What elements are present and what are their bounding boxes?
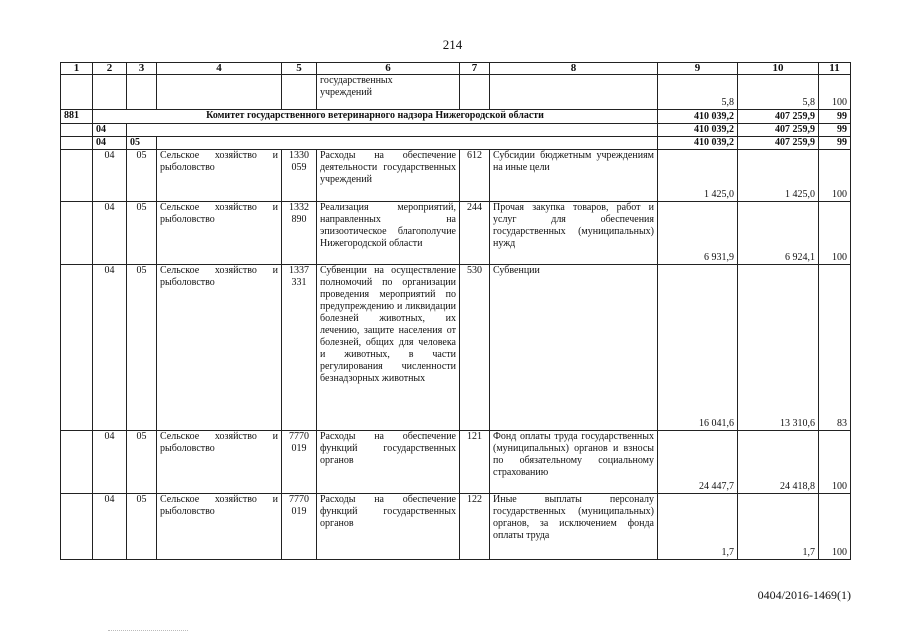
header-col-7: 7 bbox=[460, 63, 490, 75]
target-article-code: 1330 059 bbox=[282, 150, 317, 202]
table-row bbox=[61, 137, 851, 150]
department-title: Комитет государственного ветеринарного надзора Нижегородской области bbox=[93, 110, 658, 124]
actual-amount: 407 259,9 bbox=[738, 110, 819, 124]
section-code: 04 bbox=[93, 150, 127, 202]
section-name: Сельское хозяйство и рыболовство bbox=[157, 265, 282, 431]
actual-amount: 24 418,8 bbox=[738, 431, 819, 494]
header-col-1: 1 bbox=[61, 63, 93, 75]
section-code: 04 bbox=[93, 137, 127, 150]
table-row bbox=[61, 124, 851, 137]
execution-percent: 99 bbox=[819, 137, 851, 150]
expense-description: Субвенции на осуществление полномочий по организации проведения мероприятий по предупреждению и ликвидации болезней животных, их лечению, защите населения от болезней, общих для человека и животных, в части регулирования численности безнадзорных животных bbox=[317, 265, 460, 431]
header-col-6: 6 bbox=[317, 63, 460, 75]
target-article-code: 7770 019 bbox=[282, 494, 317, 560]
subsection-code: 05 bbox=[127, 431, 157, 494]
actual-amount: 407 259,9 bbox=[738, 137, 819, 150]
actual-amount: 5,8 bbox=[738, 75, 819, 110]
table-row bbox=[61, 431, 851, 494]
budget-table bbox=[60, 62, 851, 560]
subsection-code: 05 bbox=[127, 150, 157, 202]
planned-amount: 410 039,2 bbox=[658, 110, 738, 124]
planned-amount: 1,7 bbox=[658, 494, 738, 560]
header-col-3: 3 bbox=[127, 63, 157, 75]
execution-percent: 100 bbox=[819, 431, 851, 494]
table-row bbox=[61, 202, 851, 265]
section-name: Сельское хозяйство и рыболовство bbox=[157, 431, 282, 494]
header-col-9: 9 bbox=[658, 63, 738, 75]
subsection-code: 05 bbox=[127, 137, 157, 150]
execution-percent: 99 bbox=[819, 124, 851, 137]
header-col-8: 8 bbox=[490, 63, 658, 75]
actual-amount: 1 425,0 bbox=[738, 150, 819, 202]
actual-amount: 13 310,6 bbox=[738, 265, 819, 431]
table-row bbox=[61, 75, 851, 110]
expense-description: Реализация мероприятий, направленных на эпизоотическое благополучие Нижегородской области bbox=[317, 202, 460, 265]
document-code: 0404/2016-1469(1) bbox=[757, 588, 851, 602]
section-code: 04 bbox=[93, 494, 127, 560]
table-row bbox=[61, 265, 851, 431]
expense-type-code: 530 bbox=[460, 265, 490, 431]
expense-type-code: 612 bbox=[460, 150, 490, 202]
subsection-code: 05 bbox=[127, 494, 157, 560]
section-name: Сельское хозяйство и рыболовство bbox=[157, 494, 282, 560]
execution-percent: 100 bbox=[819, 494, 851, 560]
section-code: 04 bbox=[93, 202, 127, 265]
expense-type-code: 244 bbox=[460, 202, 490, 265]
section-name: Сельское хозяйство и рыболовство bbox=[157, 150, 282, 202]
header-col-5: 5 bbox=[282, 63, 317, 75]
section-name: Сельское хозяйство и рыболовство bbox=[157, 202, 282, 265]
planned-amount: 16 041,6 bbox=[658, 265, 738, 431]
table-row bbox=[61, 150, 851, 202]
section-code: 04 bbox=[93, 265, 127, 431]
expense-type-name: Фонд оплаты труда государственных (муниципальных) органов и взносы по обязательному социальному страхованию bbox=[490, 431, 658, 494]
expense-description: Расходы на обеспечение деятельности государственных учреждений bbox=[317, 150, 460, 202]
planned-amount: 6 931,9 bbox=[658, 202, 738, 265]
scan-artifact-line bbox=[108, 630, 188, 634]
section-code: 04 bbox=[93, 124, 127, 137]
expense-type-name: Иные выплаты персоналу государственных (муниципальных) органов, за исключением фонда оплаты труда bbox=[490, 494, 658, 560]
actual-amount: 1,7 bbox=[738, 494, 819, 560]
execution-percent: 100 bbox=[819, 202, 851, 265]
planned-amount: 410 039,2 bbox=[658, 137, 738, 150]
table-row bbox=[61, 494, 851, 560]
subsection-code: 05 bbox=[127, 202, 157, 265]
execution-percent: 100 bbox=[819, 75, 851, 110]
expense-type-name: Субвенции bbox=[490, 265, 658, 431]
header-col-4: 4 bbox=[157, 63, 282, 75]
actual-amount: 407 259,9 bbox=[738, 124, 819, 137]
subsection-code: 05 bbox=[127, 265, 157, 431]
page-number: 214 bbox=[442, 37, 463, 52]
header-col-11: 11 bbox=[819, 63, 851, 75]
actual-amount: 6 924,1 bbox=[738, 202, 819, 265]
execution-percent: 100 bbox=[819, 150, 851, 202]
expense-description: Расходы на обеспечение функций государственных органов bbox=[317, 494, 460, 560]
header-row bbox=[61, 63, 851, 75]
department-code: 881 bbox=[61, 110, 93, 124]
expense-description: государственных учреждений bbox=[317, 75, 460, 110]
expense-type-name: Прочая закупка товаров, работ и услуг для обеспечения государственных (муниципальных) нужд bbox=[490, 202, 658, 265]
execution-percent: 99 bbox=[819, 110, 851, 124]
header-col-10: 10 bbox=[738, 63, 819, 75]
target-article-code: 7770 019 bbox=[282, 431, 317, 494]
expense-type-name: Субсидии бюджетным учреждениям на иные цели bbox=[490, 150, 658, 202]
table-row bbox=[61, 110, 851, 124]
expense-type-code: 121 bbox=[460, 431, 490, 494]
target-article-code: 1337 331 bbox=[282, 265, 317, 431]
expense-type-code: 122 bbox=[460, 494, 490, 560]
section-code: 04 bbox=[93, 431, 127, 494]
planned-amount: 410 039,2 bbox=[658, 124, 738, 137]
planned-amount: 1 425,0 bbox=[658, 150, 738, 202]
header-col-2: 2 bbox=[93, 63, 127, 75]
target-article-code: 1332 890 bbox=[282, 202, 317, 265]
execution-percent: 83 bbox=[819, 265, 851, 431]
planned-amount: 5,8 bbox=[658, 75, 738, 110]
expense-description: Расходы на обеспечение функций государственных органов bbox=[317, 431, 460, 494]
planned-amount: 24 447,7 bbox=[658, 431, 738, 494]
